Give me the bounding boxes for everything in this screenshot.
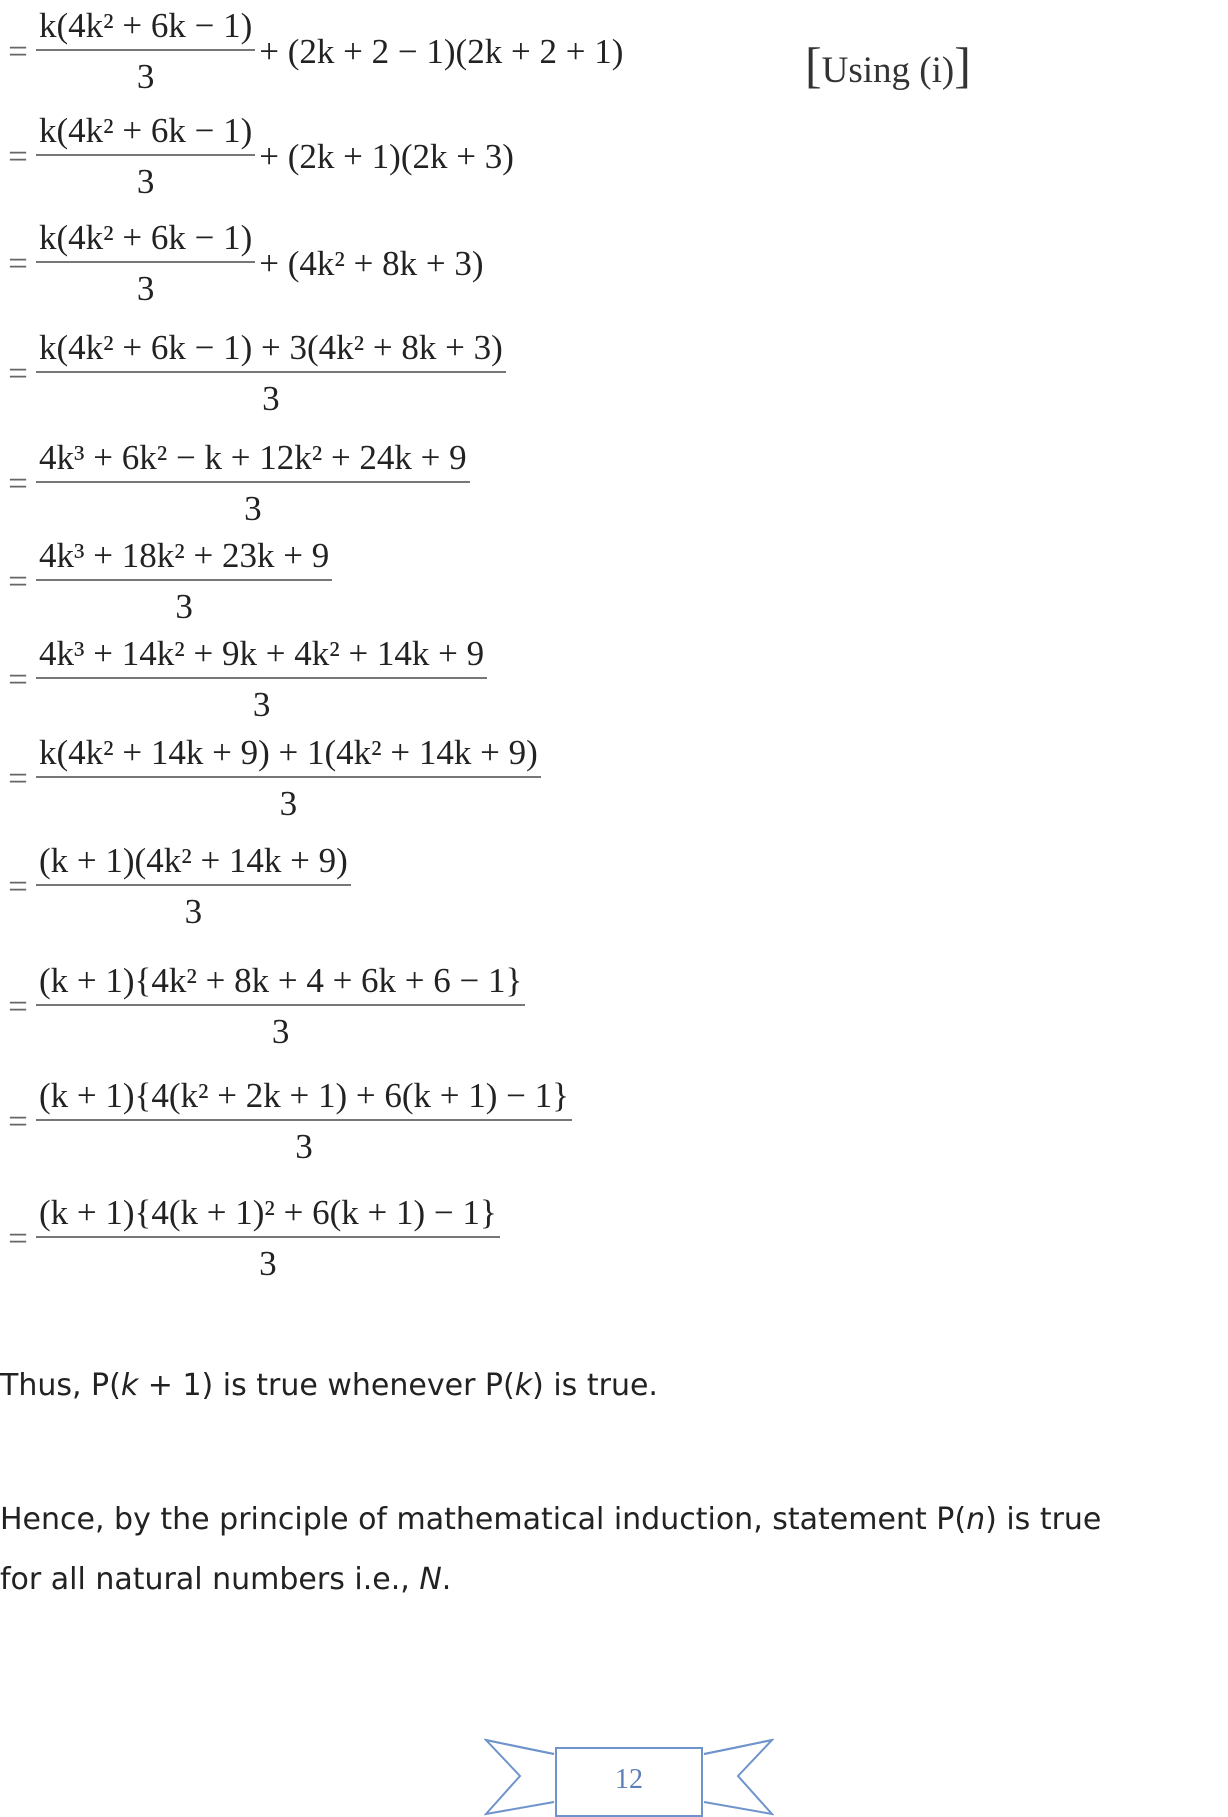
equals-sign: = <box>8 353 28 393</box>
fraction <box>36 113 255 199</box>
fraction <box>36 8 255 94</box>
fraction <box>36 440 470 526</box>
conclusion-hence: Hence, by the principle of mathematical induction, statement P(n) is true for all natural numbers i.e., N. <box>0 1502 1102 1597</box>
fraction <box>36 1078 572 1164</box>
page-number: 12 <box>615 1764 643 1795</box>
equals-sign: = <box>8 866 28 906</box>
derivation-step-5 <box>0 440 470 526</box>
fraction <box>36 220 255 306</box>
fraction <box>36 843 351 929</box>
denominator: 3 <box>262 379 280 418</box>
numerator: 4k³ + 14k² + 9k + 4k² + 14k + 9 <box>36 636 487 679</box>
fraction <box>36 330 506 416</box>
equals-sign: = <box>8 463 28 503</box>
equals-sign: = <box>8 1218 28 1258</box>
using-note-text: Using (i) <box>821 50 955 91</box>
fraction <box>36 735 541 821</box>
numerator: 4k³ + 6k² − k + 12k² + 24k + 9 <box>36 440 470 483</box>
denominator: 3 <box>252 685 271 724</box>
equals-sign: = <box>8 986 28 1026</box>
derivation-step-4 <box>0 330 506 416</box>
denominator: 3 <box>244 489 262 528</box>
expression-tail: + (2k + 2 − 1)(2k + 2 + 1) <box>259 31 624 71</box>
equals-sign: = <box>8 561 28 601</box>
expression-tail: + (2k + 1)(2k + 3) <box>259 136 514 176</box>
derivation-step-8 <box>0 735 541 821</box>
equals-sign: = <box>8 758 28 798</box>
fraction <box>36 1195 500 1281</box>
numerator: 4k³ + 18k² + 23k + 9 <box>36 538 332 581</box>
numerator: k(4k² + 14k + 9) + 1(4k² + 14k + 9) <box>36 735 541 778</box>
derivation-step-7 <box>0 636 487 722</box>
equals-sign: = <box>8 136 28 176</box>
numerator: k(4k² + 6k − 1) <box>36 220 255 263</box>
equals-sign: = <box>8 243 28 283</box>
fraction <box>36 538 332 624</box>
derivation-step-3 <box>0 220 484 306</box>
denominator: 3 <box>136 269 155 308</box>
denominator: 3 <box>136 162 155 201</box>
derivation-step-1 <box>0 8 623 94</box>
derivation-step-6 <box>0 538 332 624</box>
denominator: 3 <box>259 1244 277 1283</box>
conclusion-thus: Thus, P(k + 1) is true whenever P(k) is true. <box>0 1368 658 1403</box>
derivation-step-2 <box>0 113 514 199</box>
fraction <box>36 636 487 722</box>
numerator: k(4k² + 6k − 1) <box>36 113 255 156</box>
numerator: (k + 1){4(k² + 2k + 1) + 6(k + 1) − 1} <box>36 1078 572 1121</box>
page-number-ornament <box>484 1736 774 1817</box>
equals-sign: = <box>8 1101 28 1141</box>
derivation-step-11 <box>0 1078 572 1164</box>
denominator: 3 <box>175 587 193 626</box>
equals-sign: = <box>8 31 28 71</box>
numerator: k(4k² + 6k − 1) + 3(4k² + 8k + 3) <box>36 330 506 373</box>
numerator: (k + 1){4k² + 8k + 4 + 6k + 6 − 1} <box>36 963 525 1006</box>
derivation-step-12 <box>0 1195 500 1281</box>
numerator: (k + 1)(4k² + 14k + 9) <box>36 843 351 886</box>
numerator: (k + 1){4(k + 1)² + 6(k + 1) − 1} <box>36 1195 500 1238</box>
denominator: 3 <box>279 784 298 823</box>
derivation-step-9 <box>0 843 351 929</box>
denominator: 3 <box>295 1127 313 1166</box>
expression-tail: + (4k² + 8k + 3) <box>259 243 484 283</box>
using-note: [Using (i)] <box>805 37 971 93</box>
equals-sign: = <box>8 659 28 699</box>
denominator: 3 <box>271 1012 290 1051</box>
numerator: k(4k² + 6k − 1) <box>36 8 255 51</box>
derivation-step-10 <box>0 963 525 1049</box>
fraction <box>36 963 525 1049</box>
denominator: 3 <box>184 892 203 931</box>
denominator: 3 <box>136 57 155 96</box>
